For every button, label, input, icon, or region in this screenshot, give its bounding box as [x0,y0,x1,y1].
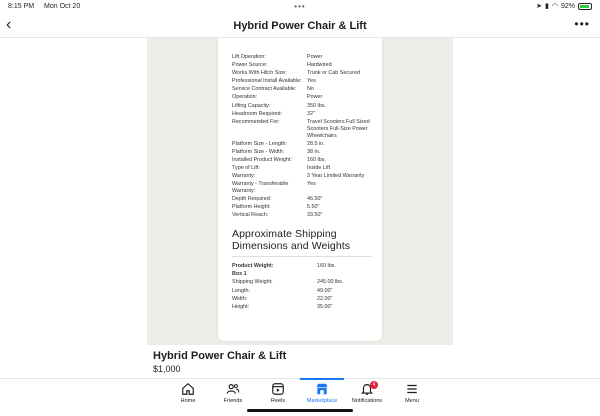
shipping-row [232,304,372,311]
spec-value: Hardwired [307,62,332,69]
spec-row [232,157,372,164]
spec-value: 3 Year Limited Warranty [307,173,365,180]
spec-row [232,62,372,69]
shipping-list [232,279,372,310]
tab-menu[interactable] [389,382,435,404]
spec-row [232,149,372,156]
tab-label: Home [180,398,196,404]
spec-row [232,165,372,172]
spec-row [232,119,372,140]
tab-marketplace[interactable] [299,382,345,404]
tab-label: Friends [223,398,243,404]
spec-row [232,78,372,85]
spec-sheet-image [218,38,382,341]
spec-row [232,173,372,180]
spec-row [232,111,372,118]
status-right [536,2,592,10]
home-icon [181,382,195,396]
spec-value: 33.50" [307,212,323,219]
product-weight-row [232,263,372,270]
shipping-key: Length: [232,287,250,294]
spec-key: Professional Install Available: [232,78,302,85]
shipping-value: 35.00" [317,303,333,310]
spec-key: Type of Lift: [232,164,260,171]
shipping-value: 245.00 lbs. [317,279,344,286]
shipping-key: Shipping Weight: [232,279,273,286]
tab-reels[interactable] [255,382,301,404]
spec-row [232,181,372,195]
spec-key: Recommended For: [232,118,280,125]
spec-key: Depth Required: [232,196,272,203]
spec-row [232,196,372,203]
spec-key: Warranty - Transferable Warranty: [232,181,289,195]
shipping-row [232,296,372,303]
spec-value: No [307,86,314,93]
spec-value: Travel Scooters Full Sized Scooters Full-Size Power Wheelchairs [307,118,370,139]
spec-value: Trunk or Cab Secured [307,70,360,77]
shipping-row [232,288,372,295]
tab-label: Notifications [351,398,383,404]
spec-key: Platform Size - Length: [232,140,287,147]
tab-label: Reels [270,398,286,404]
spec-value: 5.50" [307,204,320,211]
spec-key: Lift Operation: [232,54,266,60]
spec-value: 160 lbs. [307,156,326,163]
tab-label: Marketplace [306,398,338,404]
header [0,14,600,38]
location-icon: ➤ [536,3,543,10]
shipping-key: Width: [232,295,248,302]
shipping-value: 22.00" [317,295,333,302]
multitask-dots-icon[interactable]: ••• [294,1,306,11]
spec-key: Platform Size - Width: [232,148,285,155]
spec-value: Power [307,54,323,60]
spec-value: 32" [307,110,315,117]
product-title: Hybrid Power Chair & Lift [153,350,287,362]
shipping-key: Height: [232,303,250,310]
spec-key: Works With Hitch Size: [232,70,287,77]
spec-key: Power Source: [232,62,268,69]
spec-row [232,54,372,61]
battery-icon [578,3,592,10]
product-weight-value: 160 lbs. [317,263,336,270]
spec-value: Yes [307,78,316,85]
shipping-row [232,279,372,286]
active-tab-indicator [300,378,344,380]
product-weight-label: Product Weight: [232,263,274,270]
back-chevron-icon[interactable]: ‹ [6,16,12,33]
signal-icon: ▮ [545,3,549,10]
box-label: Box 1 [232,271,247,278]
status-date: Mon Oct 20 [44,2,81,10]
spec-value: Power [307,94,323,101]
spec-row [232,86,372,93]
spec-key: Lifting Capacity: [232,102,271,109]
spec-value: 46.50" [307,196,323,203]
spec-key: Warranty: [232,173,256,180]
spec-key: Service Contract Available: [232,86,297,93]
menu-icon [405,382,419,396]
spec-key: Installed Product Weight: [232,156,292,163]
spec-key: Platform Height: [232,204,271,211]
spec-value: Yes [307,181,316,188]
friends-icon [226,382,240,396]
wifi-icon: ◠ [551,3,558,10]
status-time: 8:15 PM [8,2,35,10]
shipping-value: 49.00" [317,287,333,294]
spec-row [232,103,372,110]
spec-row [232,141,372,148]
status-left [8,3,88,10]
tab-home[interactable] [165,382,211,404]
spec-value: 38 in. [307,148,321,155]
spec-value: Inside Lift [307,164,331,171]
battery-percent: 92% [560,2,575,10]
spec-list [232,54,372,219]
tab-label: Menu [405,398,419,404]
marketplace-icon [315,382,329,396]
notification-badge: 4 [370,381,378,389]
spec-key: Operation: [232,94,258,101]
home-indicator[interactable] [247,409,353,412]
image-gallery[interactable] [147,38,453,345]
tab-friends[interactable] [210,382,256,404]
spec-value: 28.5 in. [307,140,325,147]
spec-row [232,212,372,219]
spec-row [232,204,372,211]
shipping-title: Approximate Shipping Dimensions and Weights [232,228,372,257]
spec-key: Vertical Reach: [232,212,269,219]
page-title: Hybrid Power Chair & Lift [233,19,367,32]
tab-notifications[interactable] [344,382,390,404]
status-bar [0,0,600,12]
more-options-icon[interactable]: ••• [574,17,590,31]
reels-icon [271,382,285,396]
spec-key: Headroom Required: [232,110,283,117]
product-price: $1,000 [153,364,181,374]
spec-row [232,70,372,77]
spec-row [232,94,372,101]
spec-value: 350 lbs. [307,102,326,109]
